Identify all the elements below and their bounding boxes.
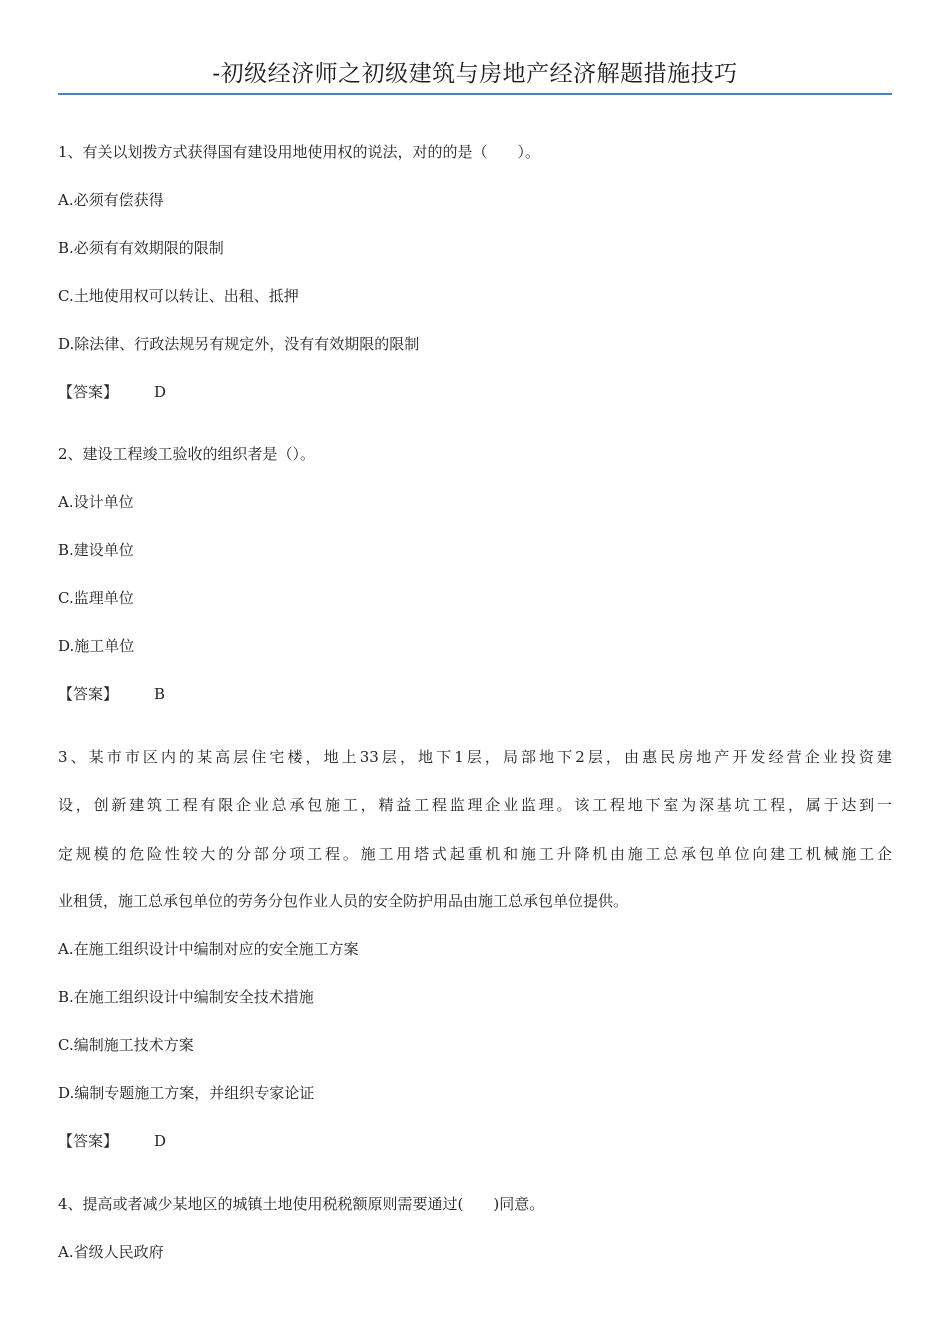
- answer-label: 【答案】: [58, 685, 119, 703]
- question-2-option-c: C.监理单位: [58, 589, 134, 607]
- answer-label: 【答案】: [58, 1132, 119, 1150]
- answer-value: D: [154, 383, 167, 401]
- question-4-stem: 4、提高或者减少某地区的城镇土地使用税税额原则需要通过( )同意。: [58, 1195, 545, 1213]
- question-3-option-a: A.在施工组织设计中编制对应的安全施工方案: [58, 940, 359, 958]
- question-1-option-b: B.必须有有效期限的限制: [58, 239, 224, 257]
- question-3-stem-line-4: 业租赁，施工总承包单位的劳务分包作业人员的安全防护用品由施工总承包单位提供。: [58, 892, 629, 910]
- title-divider: [58, 93, 892, 95]
- question-3-stem-line-3: 定规模的危险性较大的分部分项工程。施工用塔式起重机和施工升降机由施工总承包单位向建工机械施工企: [58, 845, 892, 863]
- question-3-option-b: B.在施工组织设计中编制安全技术措施: [58, 988, 314, 1006]
- question-1-option-a: A.必须有偿获得: [58, 191, 164, 209]
- question-1-option-c: C.土地使用权可以转让、出租、抵押: [58, 287, 299, 305]
- question-2-option-b: B.建设单位: [58, 541, 134, 559]
- answer-value: B: [154, 685, 166, 703]
- question-1-answer: [58, 381, 892, 403]
- question-3-answer: [58, 1130, 892, 1152]
- question-1-stem: 1、有关以划拨方式获得国有建设用地使用权的说法，对的的是（ ）。: [58, 143, 541, 161]
- answer-value: D: [154, 1132, 167, 1150]
- question-1-option-d: D.除法律、行政法规另有规定外，没有有效期限的限制: [58, 335, 420, 353]
- question-3-stem-line-2: 设，创新建筑工程有限企业总承包施工，精益工程监理企业监理。该工程地下室为深基坑工程，属于达到一: [58, 796, 892, 814]
- question-3-option-d: D.编制专题施工方案，并组织专家论证: [58, 1084, 315, 1102]
- document-title: -初级经济师之初级建筑与房地产经济解题措施技巧: [212, 61, 738, 87]
- question-2-stem: 2、建设工程竣工验收的组织者是（）。: [58, 445, 316, 463]
- answer-label: 【答案】: [58, 383, 119, 401]
- question-2-option-d: D.施工单位: [58, 637, 135, 655]
- question-3-stem-line-1: 3、某市市区内的某高层住宅楼，地上33层，地下1层，局部地下2层，由惠民房地产开发经营企业投资建: [58, 748, 892, 766]
- question-4-option-a: A.省级人民政府: [58, 1243, 164, 1261]
- question-2-option-a: A.设计单位: [58, 493, 134, 511]
- question-2-answer: [58, 683, 892, 705]
- question-3-option-c: C.编制施工技术方案: [58, 1036, 194, 1054]
